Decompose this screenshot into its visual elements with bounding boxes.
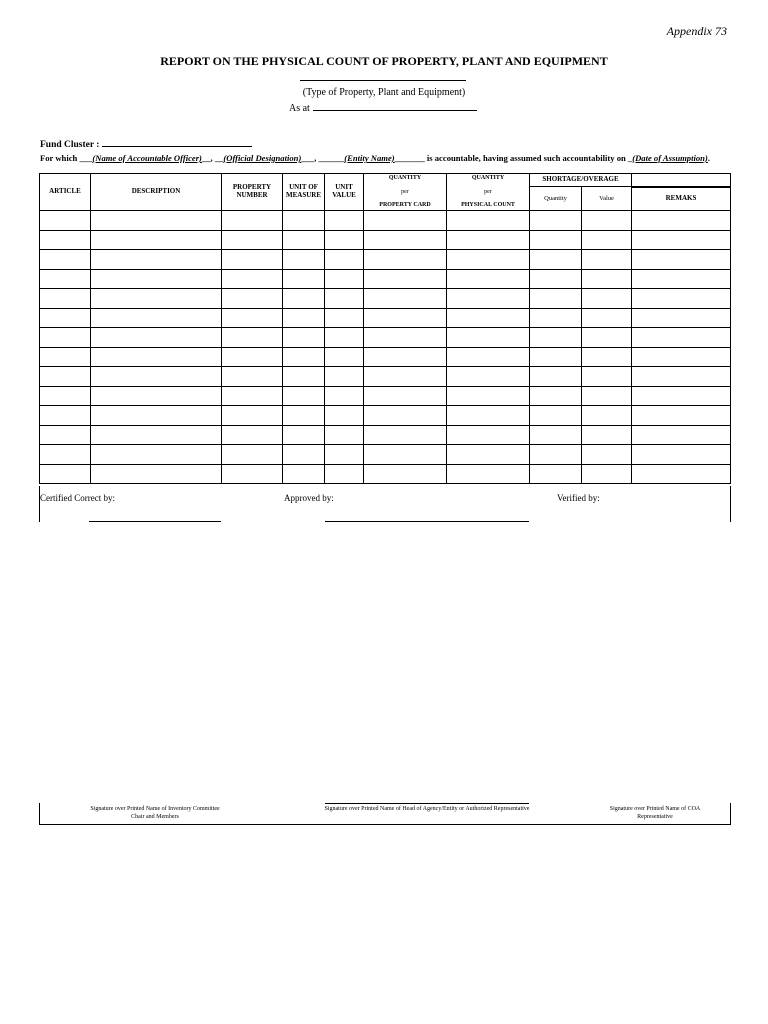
qty-count-cell[interactable] <box>447 406 530 426</box>
property-number-cell[interactable] <box>222 367 283 387</box>
unit-of-measure-cell[interactable] <box>283 367 325 387</box>
property-number-cell[interactable] <box>222 211 283 231</box>
qty-count-cell[interactable] <box>447 230 530 250</box>
unit-value-cell[interactable] <box>325 347 364 367</box>
property-number-cell[interactable] <box>222 445 283 465</box>
property-number-cell[interactable] <box>222 328 283 348</box>
shortage-value-cell[interactable] <box>582 230 632 250</box>
unit-value-cell[interactable] <box>325 211 364 231</box>
header-qty-property-card <box>364 174 447 211</box>
article-cell[interactable] <box>40 269 91 289</box>
as-at-blank[interactable] <box>313 101 477 111</box>
qty-count-cell[interactable] <box>447 347 530 367</box>
qty-card-cell[interactable] <box>364 406 447 426</box>
shortage-qty-cell[interactable] <box>530 269 582 289</box>
header-article: ARTICLE <box>40 174 91 211</box>
description-cell[interactable] <box>91 386 222 406</box>
fund-cluster-row <box>40 137 252 150</box>
description-cell[interactable] <box>91 367 222 387</box>
type-blank-line[interactable] <box>300 80 466 81</box>
qty-count-cell[interactable] <box>447 250 530 270</box>
qty-count-cell[interactable] <box>447 425 530 445</box>
article-cell[interactable] <box>40 425 91 445</box>
table-row <box>40 289 731 309</box>
approved-signature-line[interactable] <box>325 521 529 522</box>
shortage-value-cell[interactable] <box>582 425 632 445</box>
qty-card-cell[interactable] <box>364 367 447 387</box>
qty-count-cell[interactable] <box>447 445 530 465</box>
remarks-cell[interactable] <box>632 308 731 328</box>
unit-of-measure-cell[interactable] <box>283 445 325 465</box>
shortage-qty-cell[interactable] <box>530 367 582 387</box>
table-row <box>40 445 731 465</box>
qty-card-cell[interactable] <box>364 464 447 484</box>
qty-count-per: per <box>484 188 492 195</box>
type-label: (Type of Property, Plant and Equipment) <box>302 87 466 98</box>
description-cell[interactable] <box>91 328 222 348</box>
description-cell[interactable] <box>91 445 222 465</box>
article-cell[interactable] <box>40 230 91 250</box>
header-shortage-overage: SHORTAGE/OVERAGE <box>530 174 632 187</box>
table-row <box>40 386 731 406</box>
property-number-cell[interactable] <box>222 347 283 367</box>
remarks-cell[interactable] <box>632 230 731 250</box>
remarks-cell[interactable] <box>632 250 731 270</box>
unit-value-cell[interactable] <box>325 406 364 426</box>
shortage-value-cell[interactable] <box>582 211 632 231</box>
qty-count-cell[interactable] <box>447 367 530 387</box>
remarks-cell[interactable] <box>632 269 731 289</box>
unit-value-cell[interactable] <box>325 425 364 445</box>
remarks-cell[interactable] <box>632 289 731 309</box>
property-number-cell[interactable] <box>222 269 283 289</box>
shortage-value-cell[interactable] <box>582 406 632 426</box>
property-number-cell[interactable] <box>222 386 283 406</box>
unit-of-measure-cell[interactable] <box>283 250 325 270</box>
fund-cluster-label: Fund Cluster : <box>40 140 100 150</box>
table-row <box>40 367 731 387</box>
property-number-cell[interactable] <box>222 289 283 309</box>
property-number-cell[interactable] <box>222 406 283 426</box>
unit-value-cell[interactable] <box>325 445 364 465</box>
article-cell[interactable] <box>40 347 91 367</box>
table-row <box>40 328 731 348</box>
certified-correct-label: Certified Correct by: <box>40 493 115 503</box>
for-which-prefix: For which ___ <box>40 153 93 163</box>
unit-value-cell[interactable] <box>325 464 364 484</box>
description-cell[interactable] <box>91 289 222 309</box>
unit-value-cell[interactable] <box>325 250 364 270</box>
header-value: Value <box>582 187 632 211</box>
officer-name-field[interactable]: (Name of Accountable Officer) <box>92 153 202 163</box>
unit-value-cell[interactable] <box>325 386 364 406</box>
qty-card-cell[interactable] <box>364 250 447 270</box>
shortage-qty-cell[interactable] <box>530 230 582 250</box>
coa-signature-label: Signature over Printed Name of COA Representative <box>609 806 701 820</box>
remarks-cell[interactable] <box>632 211 731 231</box>
shortage-value-cell[interactable] <box>582 386 632 406</box>
article-cell[interactable] <box>40 250 91 270</box>
property-number-cell[interactable] <box>222 230 283 250</box>
article-cell[interactable] <box>40 406 91 426</box>
description-cell[interactable] <box>91 464 222 484</box>
unit-value-cell[interactable] <box>325 367 364 387</box>
header-remarks-top <box>632 174 731 187</box>
qty-card-cell[interactable] <box>364 425 447 445</box>
accountability-statement <box>40 153 710 163</box>
qty-card-per: per <box>401 188 409 195</box>
article-cell[interactable] <box>40 211 91 231</box>
table-row <box>40 406 731 426</box>
as-at-label: As at <box>289 103 310 114</box>
description-cell[interactable] <box>91 308 222 328</box>
description-cell[interactable] <box>91 347 222 367</box>
ppe-count-table <box>39 173 731 484</box>
qty-card-cell[interactable] <box>364 328 447 348</box>
qty-card-cell[interactable] <box>364 308 447 328</box>
header-qty-physical-count <box>447 174 530 211</box>
article-cell[interactable] <box>40 367 91 387</box>
remarks-cell[interactable] <box>632 406 731 426</box>
qty-count-cell[interactable] <box>447 289 530 309</box>
approved-by-label: Approved by: <box>284 493 334 503</box>
certification-box <box>39 486 731 522</box>
property-number-cell[interactable] <box>222 308 283 328</box>
shortage-value-cell[interactable] <box>582 328 632 348</box>
header-unit-value: UNIT VALUE <box>325 174 364 211</box>
table-row <box>40 269 731 289</box>
qty-card-cell[interactable] <box>364 386 447 406</box>
shortage-qty-cell[interactable] <box>530 289 582 309</box>
shortage-qty-cell[interactable] <box>530 250 582 270</box>
shortage-value-cell[interactable] <box>582 308 632 328</box>
qty-count-cell[interactable] <box>447 211 530 231</box>
unit-of-measure-cell[interactable] <box>283 464 325 484</box>
qty-count-top: QUANTITY <box>471 175 505 181</box>
table-row <box>40 347 731 367</box>
article-cell[interactable] <box>40 308 91 328</box>
description-cell[interactable] <box>91 250 222 270</box>
shortage-qty-cell[interactable] <box>530 347 582 367</box>
remarks-cell[interactable] <box>632 328 731 348</box>
description-cell[interactable] <box>91 269 222 289</box>
unit-value-cell[interactable] <box>325 230 364 250</box>
qty-count-cell[interactable] <box>447 308 530 328</box>
unit-value-cell[interactable] <box>325 308 364 328</box>
qty-count-bottom: PHYSICAL COUNT <box>461 202 515 209</box>
article-cell[interactable] <box>40 289 91 309</box>
article-cell[interactable] <box>40 328 91 348</box>
property-number-cell[interactable] <box>222 425 283 445</box>
unit-of-measure-cell[interactable] <box>283 406 325 426</box>
unit-of-measure-cell[interactable] <box>283 289 325 309</box>
header-quantity: Quantity <box>530 187 582 211</box>
shortage-qty-cell[interactable] <box>530 464 582 484</box>
shortage-qty-cell[interactable] <box>530 211 582 231</box>
qty-card-cell[interactable] <box>364 230 447 250</box>
remarks-cell[interactable] <box>632 347 731 367</box>
footer-middle-line <box>325 803 529 804</box>
assumption-date-field[interactable]: (Date of Assumption) <box>632 153 708 163</box>
unit-of-measure-cell[interactable] <box>283 328 325 348</box>
unit-of-measure-cell[interactable] <box>283 308 325 328</box>
remarks-cell[interactable] <box>632 445 731 465</box>
table-row <box>40 230 731 250</box>
shortage-value-cell[interactable] <box>582 250 632 270</box>
certified-signature-line[interactable] <box>89 521 221 522</box>
unit-value-cell[interactable] <box>325 269 364 289</box>
unit-value-cell[interactable] <box>325 289 364 309</box>
qty-card-cell[interactable] <box>364 347 447 367</box>
qty-card-cell[interactable] <box>364 289 447 309</box>
for-which-end: . <box>707 153 710 163</box>
description-cell[interactable] <box>91 406 222 426</box>
description-cell[interactable] <box>91 211 222 231</box>
table-row <box>40 250 731 270</box>
qty-count-cell[interactable] <box>447 464 530 484</box>
shortage-value-cell[interactable] <box>582 347 632 367</box>
designation-field[interactable]: (Official Designation) <box>223 153 302 163</box>
qty-card-cell[interactable] <box>364 269 447 289</box>
header-description: DESCRIPTION <box>91 174 222 211</box>
article-cell[interactable] <box>40 386 91 406</box>
article-cell[interactable] <box>40 445 91 465</box>
unit-of-measure-cell[interactable] <box>283 211 325 231</box>
header-property-number: PROPERTY NUMBER <box>222 174 283 211</box>
unit-of-measure-cell[interactable] <box>283 386 325 406</box>
shortage-qty-cell[interactable] <box>530 386 582 406</box>
as-at-row <box>289 101 477 114</box>
for-which-sep2: ___, ______ <box>301 153 345 163</box>
shortage-qty-cell[interactable] <box>530 308 582 328</box>
shortage-value-cell[interactable] <box>582 289 632 309</box>
remarks-cell[interactable] <box>632 425 731 445</box>
shortage-qty-cell[interactable] <box>530 328 582 348</box>
qty-count-cell[interactable] <box>447 269 530 289</box>
table-row <box>40 308 731 328</box>
appendix-label: Appendix 73 <box>666 24 727 38</box>
remarks-cell[interactable] <box>632 464 731 484</box>
table-row <box>40 464 731 484</box>
table-row <box>40 425 731 445</box>
shortage-value-cell[interactable] <box>582 367 632 387</box>
unit-of-measure-cell[interactable] <box>283 230 325 250</box>
header-remarks: REMAKS <box>632 187 731 211</box>
table-row <box>40 211 731 231</box>
shortage-value-cell[interactable] <box>582 445 632 465</box>
property-number-cell[interactable] <box>222 464 283 484</box>
qty-card-bottom: PROPERTY CARD <box>379 202 431 209</box>
unit-of-measure-cell[interactable] <box>283 425 325 445</box>
for-which-middle: _______ is accountable, having assumed such accountability on _ <box>394 153 633 163</box>
description-cell[interactable] <box>91 425 222 445</box>
report-title: REPORT ON THE PHYSICAL COUNT OF PROPERTY, PLANT AND EQUIPMENT <box>160 54 608 68</box>
article-cell[interactable] <box>40 464 91 484</box>
head-agency-signature-label: Signature over Printed Name of Head of Agency/Entity or Authorized Representative <box>324 806 530 812</box>
description-cell[interactable] <box>91 230 222 250</box>
remarks-cell[interactable] <box>632 367 731 387</box>
remarks-cell[interactable] <box>632 386 731 406</box>
committee-signature-label: Signature over Printed Name of Inventory Committee Chair and Members <box>90 806 220 820</box>
qty-count-cell[interactable] <box>447 328 530 348</box>
qty-card-top: QUANTITY <box>388 175 422 181</box>
shortage-qty-cell[interactable] <box>530 445 582 465</box>
shortage-value-cell[interactable] <box>582 269 632 289</box>
for-which-sep1: __, __ <box>201 153 224 163</box>
property-number-cell[interactable] <box>222 250 283 270</box>
unit-of-measure-cell[interactable] <box>283 347 325 367</box>
unit-of-measure-cell[interactable] <box>283 269 325 289</box>
entity-name-field[interactable]: (Entity Name) <box>344 153 395 163</box>
unit-value-cell[interactable] <box>325 328 364 348</box>
verified-by-label: Verified by: <box>557 493 600 503</box>
shortage-value-cell[interactable] <box>582 464 632 484</box>
qty-count-cell[interactable] <box>447 386 530 406</box>
qty-card-cell[interactable] <box>364 445 447 465</box>
shortage-qty-cell[interactable] <box>530 425 582 445</box>
shortage-qty-cell[interactable] <box>530 406 582 426</box>
qty-card-cell[interactable] <box>364 211 447 231</box>
fund-cluster-blank[interactable] <box>102 137 252 147</box>
header-unit-of-measure: UNIT OF MEASURE <box>283 174 325 211</box>
